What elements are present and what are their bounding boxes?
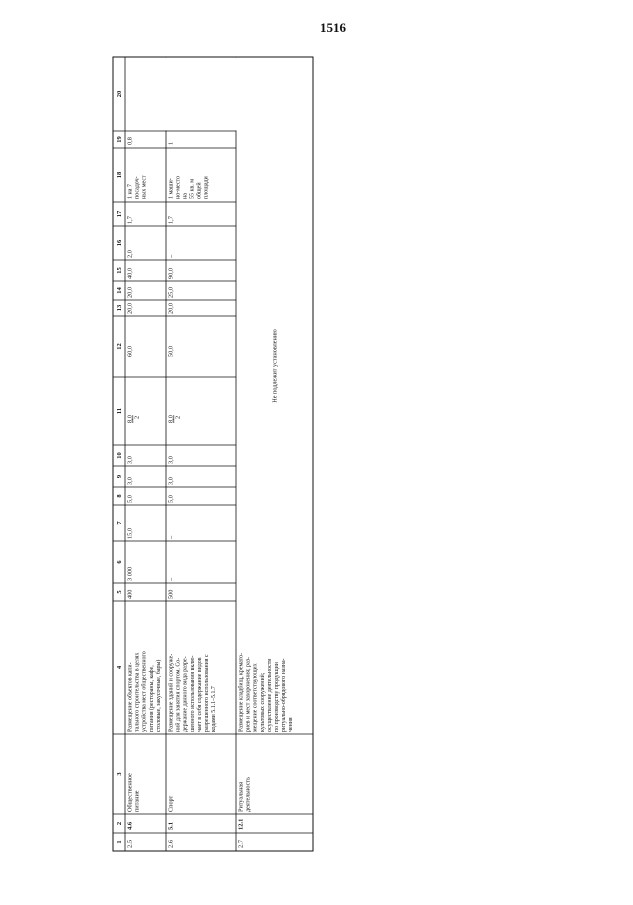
- row-1-col-17: 1,7: [126, 216, 134, 224]
- row-2-col-6: –: [167, 577, 175, 581]
- row-2-col-8: 5,0: [167, 495, 175, 503]
- row-3-merged-note: Не подлежит установлению: [271, 329, 279, 403]
- row-3-code: 2.7: [237, 839, 245, 848]
- row-1-col-12: 60,0: [126, 345, 134, 357]
- header-number-17: 17: [116, 210, 123, 218]
- row-2-col-18-line-1: 1 маши-: [168, 178, 175, 199]
- header-number-5: 5: [116, 590, 123, 594]
- header-number-8: 8: [116, 494, 123, 498]
- row-1-description-line-2: тального строительства в целях: [134, 652, 141, 732]
- row-1-col-18-line-1: 1 на 7: [127, 184, 134, 199]
- row-2-col-18-line-6: площади: [203, 176, 210, 199]
- header-number-11: 11: [116, 407, 123, 415]
- row-3-description-line-8: чения: [288, 717, 295, 732]
- header-number-1: 1: [116, 840, 123, 844]
- row-3-description-line-6: по производству продукции: [274, 662, 280, 732]
- row-1-vri-code: 4.6: [126, 821, 134, 830]
- header-number-6: 6: [116, 560, 123, 564]
- row-2-col-5: 500: [167, 589, 175, 599]
- row-2-description-line-3: держание данного вида разре-: [182, 656, 189, 732]
- row-1-type-line-1: Общественное: [126, 773, 134, 812]
- row-1-col-7: 15,0: [126, 527, 134, 539]
- row-1-col-15: 40,0: [126, 267, 134, 279]
- row-2-col-18-line-4: 55 кв. м: [189, 178, 196, 199]
- row-1-type-line-2: питание: [133, 790, 141, 812]
- row-1-col-8: 5,0: [126, 495, 134, 503]
- row-3-description-line-4: культовых сооружений;: [259, 672, 266, 732]
- row-2-code: 2.6: [167, 839, 175, 848]
- row-3-type-line-2: деятельность: [244, 777, 252, 812]
- row-1-col-19: 0,8: [126, 137, 134, 145]
- row-1-col-16: 2,0: [126, 250, 134, 258]
- row-1-description-line-5: столовые, закусочные, бары): [155, 659, 162, 732]
- row-3-description-line-1: Размещение кладбищ, кремато-: [238, 652, 245, 732]
- row-2-col-18-line-5: общей: [196, 182, 203, 199]
- header-number-14: 14: [116, 287, 123, 294]
- row-2-description-line-5: чает в себя содержание видов: [196, 657, 203, 732]
- row-3-description-line-2: риев и мест захоронения; раз-: [245, 657, 252, 732]
- row-1-col-18-line-2: посадоч-: [134, 176, 141, 199]
- row-3-vri-code: 12.1: [237, 818, 245, 830]
- header-number-15: 15: [116, 267, 123, 274]
- row-1-description-line-3: устройства мест общественного: [141, 651, 148, 732]
- row-1-col-13: 20,0: [126, 302, 134, 314]
- row-1-col-11-denominator: 2: [133, 415, 141, 419]
- row-2-description-line-1: Размещение зданий и сооруже-: [168, 653, 175, 732]
- header-number-3: 3: [116, 772, 123, 776]
- row-2-col-18-line-2: но-место: [175, 175, 182, 199]
- row-1-col-6: 3 000: [126, 566, 134, 581]
- header-number-2: 2: [116, 821, 123, 826]
- row-2-col-11-numerator: 8,0: [167, 415, 175, 423]
- row-2-col-14: 25,0: [167, 286, 175, 298]
- row-2-col-15: 90,0: [167, 267, 175, 279]
- row-1-description-line-1: Размещение объектов капи-: [127, 662, 134, 732]
- header-number-19: 19: [116, 136, 123, 143]
- row-1-description-line-4: питания (рестораны, кафе,: [148, 665, 155, 732]
- row-2-description-line-6: разрешенного использования с: [204, 654, 210, 732]
- row-2-col-7: –: [167, 535, 175, 539]
- row-2-col-19: 1: [167, 141, 175, 145]
- header-number-7: 7: [116, 521, 123, 525]
- row-2-description-line-7: кодами 5.1.1–5.1.7: [211, 686, 218, 732]
- row-2-col-18-line-3: на: [182, 193, 189, 199]
- row-2-col-11-denominator: 2: [174, 415, 182, 419]
- row-2-type-line-1: Спорт: [167, 795, 175, 812]
- header-number-12: 12: [116, 343, 123, 350]
- row-1-col-5: 400: [126, 589, 134, 599]
- row-2-col-10: 3,0: [167, 456, 175, 464]
- row-2-description-line-2: ний для занятия спортом. Со-: [175, 657, 182, 732]
- row-3-type-line-1: Ритуальная: [237, 781, 245, 812]
- header-number-10: 10: [116, 452, 123, 459]
- row-2-col-9: 3,0: [167, 477, 175, 485]
- row-2-col-17: 1,7: [167, 216, 175, 224]
- row-1-col-9: 3,0: [126, 477, 134, 485]
- row-1-code: 2.5: [126, 839, 134, 848]
- row-1-col-18-line-3: ных мест: [141, 175, 148, 199]
- column-20-merged-cell: [126, 58, 313, 131]
- row-1-col-14: 20,0: [126, 286, 134, 298]
- header-number-13: 13: [116, 304, 123, 312]
- row-2-description-line-4: шенного использования вклю-: [189, 655, 196, 732]
- header-number-9: 9: [116, 474, 123, 479]
- row-3-description-line-5: осуществление деятельности: [266, 658, 273, 732]
- row-2-col-16: –: [167, 254, 175, 258]
- row-2-col-13: 20,0: [167, 302, 175, 314]
- header-number-20: 20: [116, 90, 123, 98]
- row-3-description-line-7: ритуально-обрядового назна-: [281, 658, 288, 732]
- header-number-18: 18: [116, 171, 123, 179]
- page-number: 1516: [320, 20, 346, 35]
- header-number-16: 16: [116, 239, 123, 247]
- row-2-col-12: 50,0: [167, 345, 175, 357]
- row-2-vri-code: 5.1: [167, 821, 175, 830]
- row-1-col-10: 3,0: [126, 456, 134, 464]
- row-1-col-11-numerator: 8,0: [126, 415, 134, 423]
- row-3-description-line-3: мещение соответствующих: [252, 663, 259, 732]
- header-number-4: 4: [116, 665, 123, 670]
